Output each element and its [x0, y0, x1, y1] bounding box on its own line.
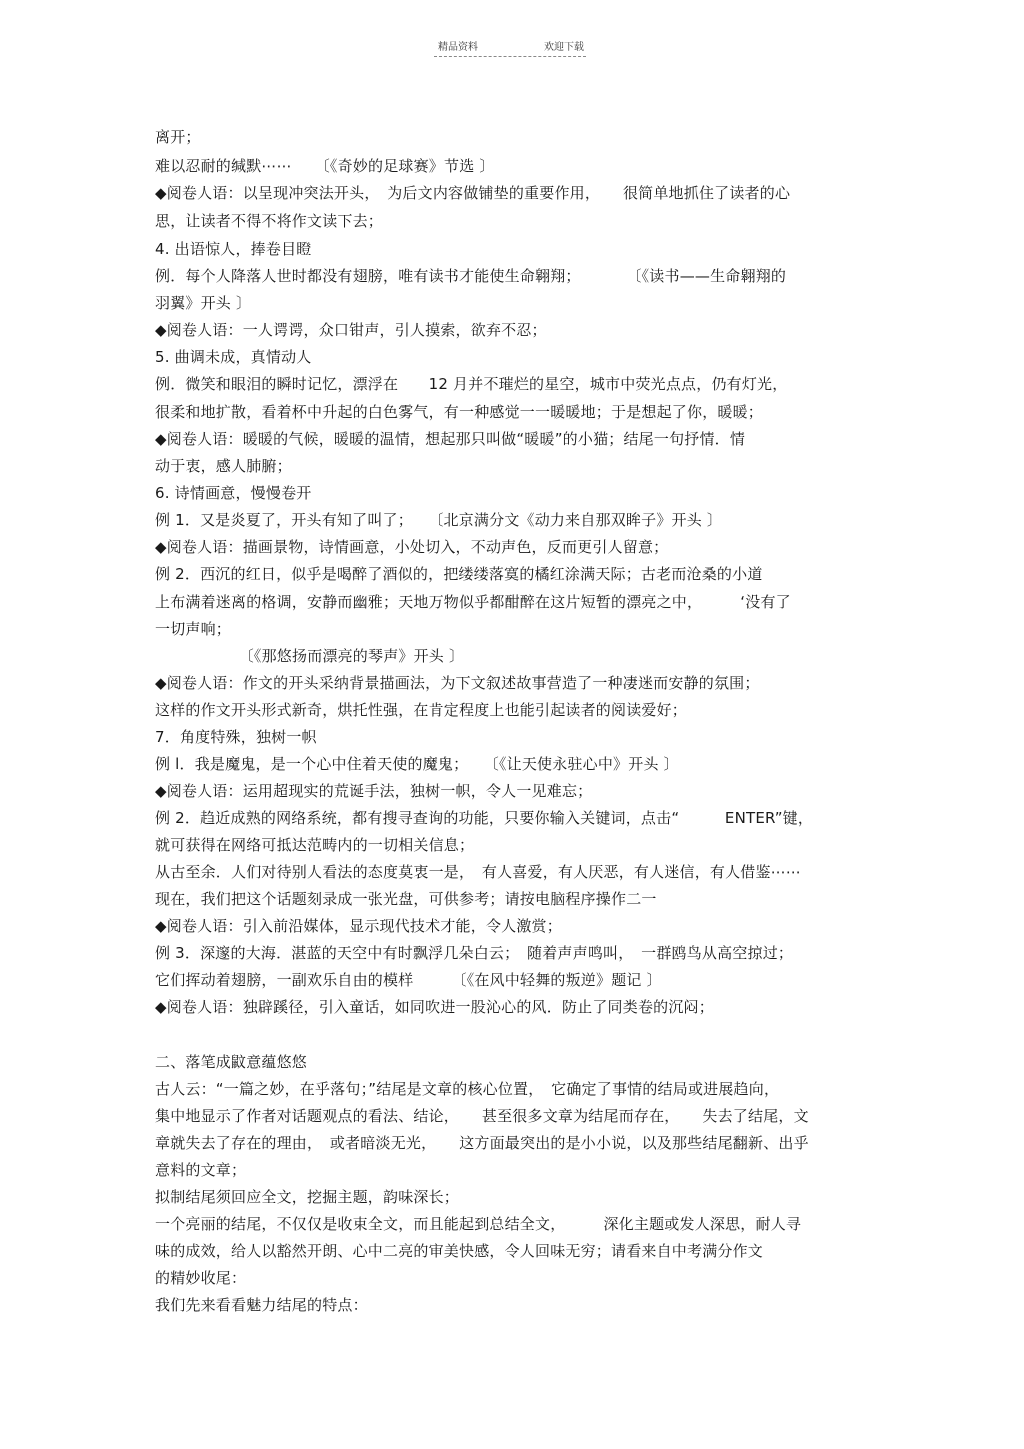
text-line: 一个亮丽的结尾，不仅仅是收束全文，而且能起到总结全文， 深化主题或发人深思，耐人寻 — [155, 1215, 802, 1233]
text-line: 集中地显示了作者对话题观点的看法、结论， 甚至很多文章为结尾而存在， 失去了结尾，文 — [155, 1107, 809, 1125]
header-rule — [434, 56, 586, 57]
text-line: ◆阅卷人语：暖暖的气候，暖暖的温情，想起那只叫做“暖暖”的小猫；结尾一句抒情．情 — [155, 430, 746, 448]
text-line: ◆阅卷人语：一人谔谔，众口钳声，引人摸索，欲弃不忍； — [155, 321, 547, 339]
text-line: 意料的文章； — [155, 1161, 247, 1179]
text-line: 例 2．趋近成熟的网络系统，都有搜寻查询的功能，只要你输入关键词，点击“ ENTER”键， — [155, 809, 814, 827]
text-line: 〔《那悠扬而漂亮的琴声》开头 〕 — [155, 647, 465, 665]
text-line: 例 3．深邃的大海．湛蓝的天空中有时飘浮几朵白云； 随着声声鸣叫， 一群鸥鸟从高空掠过； — [155, 944, 794, 962]
header-right-text: 欢迎下载 — [544, 42, 584, 53]
text-line: 现在，我们把这个话题刻录成一张光盘，可供参考；请按电脑程序操作二一 — [155, 890, 657, 908]
section-heading: 6. 诗情画意，慢慢卷开 — [155, 484, 312, 502]
text-line: 难以忍耐的缄默⋯⋯ 〔《奇妙的足球赛》节选 〕 — [155, 157, 495, 175]
text-line: ◆阅卷人语：引入前沿媒体，显示现代技术才能，令人激赏； — [155, 917, 562, 935]
text-line: 古人云：“一篇之妙，在乎落句；”结尾是文章的核心位置， 它确定了事情的结局或进展趋向， — [155, 1080, 780, 1098]
text-line: 很柔和地扩散，看着杯中升起的白色雾气，有一种感觉一一暖暖地；于是想起了你，暖暖； — [155, 403, 764, 421]
text-line: 它们挥动着翅膀，一副欢乐自由的模样 〔《在风中轻舞的叛逆》题记 〕 — [155, 971, 662, 989]
text-line: ◆阅卷人语：独辟蹊径，引入童话，如同吹进一股沁心的风．防止了同类卷的沉闷； — [155, 998, 714, 1016]
text-line: 一切声响； — [155, 620, 232, 638]
text-line: ◆阅卷人语：作文的开头采纳背景描画法，为下文叙述故事营造了一种凄迷而安静的氛围； — [155, 674, 760, 692]
text-line: 例 1．又是炎夏了，开头有知了叫了； 〔北京满分文《动力来自那双眸子》开头 〕 — [155, 511, 723, 529]
text-line: ◆阅卷人语：描画景物，诗情画意，小处切入，不动声色，反而更引人留意； — [155, 538, 669, 556]
text-line: 离开； — [155, 128, 201, 146]
section-heading: 二、落笔成鼤意蕴悠悠 — [155, 1053, 308, 1071]
text-line: 味的成效，给人以豁然开朗、心中二亮的审美快感，令人回味无穷；请看来自中考满分作文 — [155, 1242, 764, 1260]
text-line: 从古至余．人们对待别人看法的态度莫衷一是， 有人喜爱，有人厌恶，有人迷信，有人借鉴⋯⋯ — [155, 863, 802, 881]
text-line: 我们先来看看魅力结尾的特点： — [155, 1296, 368, 1314]
text-line: 羽翼》开头 〕 — [155, 294, 252, 312]
text-line: 动于衷，感人肺腑； — [155, 457, 292, 475]
section-heading: 5. 曲调未成，真情动人 — [155, 348, 312, 366]
text-line: 例 l．我是魔鬼，是一个心中住着天使的魔鬼； 〔《让天使永驻心中》开头 〕 — [155, 755, 679, 773]
text-line: 思，让读者不得不将作文读下去； — [155, 212, 384, 230]
text-line: 例．每个人降落人世时都没有翅膀，唯有读书才能使生命翱翔； 〔《读书——生命翱翔的 — [155, 267, 787, 285]
section-heading: 4. 出语惊人，捧卷目瞪 — [155, 240, 312, 258]
text-line: 章就失去了存在的理由， 或者暗淡无光， 这方面最突出的是小小说，以及那些结尾翻新、出乎 — [155, 1134, 809, 1152]
text-line: ◆阅卷人语：以呈现冲突法开头， 为后文内容做铺垫的重要作用， 很简单地抓住了读者的心 — [155, 184, 791, 202]
section-heading: 7．角度特殊，独树一帜 — [155, 728, 317, 746]
text-line: 上布满着迷离的格调，安静而幽雅；天地万物似乎都酣醉在这片短暂的漂亮之中， ‘没有了 — [155, 593, 791, 611]
text-line: 就可获得在网络可抵达范畴内的一切相关信息； — [155, 836, 475, 854]
text-line: 例 2．西沉的红日，似乎是喝醉了酒似的，把缕缕落寞的橘红涂满天际；古老而沧桑的小道 — [155, 565, 763, 583]
text-line: 这样的作文开头形式新奇，烘托性强，在肯定程度上也能引起读者的阅读爱好； — [155, 701, 688, 719]
text-line: ◆阅卷人语：运用超现实的荒诞手法，独树一帜，令人一见难忘； — [155, 782, 593, 800]
header-left-text: 精品资料 — [438, 42, 478, 53]
text-line: 的精妙收尾： — [155, 1269, 247, 1287]
text-line: 拟制结尾须回应全文，挖掘主题，韵味深长； — [155, 1188, 460, 1206]
text-line: 例．微笑和眼泪的瞬时记忆，漂浮在 12 月并不璀烂的星空，城市中荧光点点，仍有灯光， — [155, 375, 788, 393]
